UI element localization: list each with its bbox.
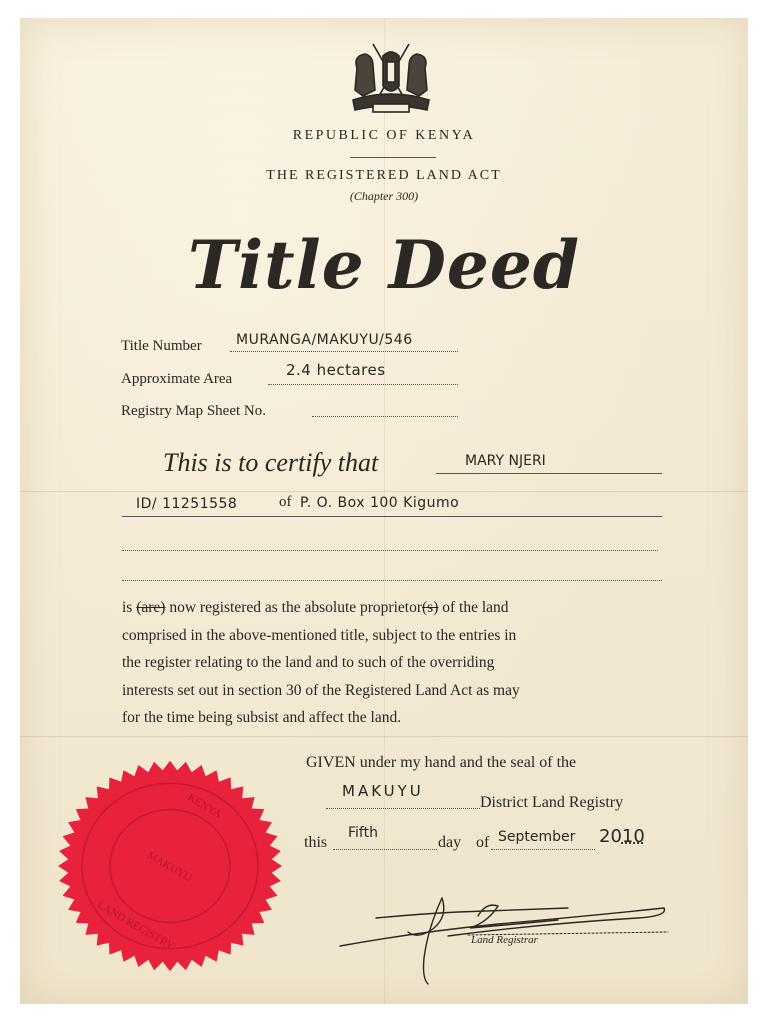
address-line-3 xyxy=(122,580,662,581)
coat-of-arms-icon xyxy=(343,38,439,118)
day-line xyxy=(333,849,437,850)
day-label: day xyxy=(438,834,462,851)
area-line xyxy=(268,384,458,385)
map-sheet-line xyxy=(312,416,458,417)
owner-name: MARY NJERI xyxy=(465,453,546,469)
certification-body xyxy=(122,594,668,732)
district-name: MAKUYU xyxy=(342,782,424,800)
area-label: Approximate Area xyxy=(121,371,233,387)
id-number: ID/ 11251558 xyxy=(136,496,238,512)
day-value: Fifth xyxy=(348,825,378,841)
title-number-value: MURANGA/MAKUYU/546 xyxy=(236,332,413,348)
seal-emboss-text: KENYA xyxy=(185,791,224,821)
year-value: 2010 xyxy=(599,826,645,847)
chapter-reference: (Chapter 300) xyxy=(349,189,419,203)
title-number-label: Title Number xyxy=(121,338,202,354)
act-heading: THE REGISTERED LAND ACT xyxy=(266,168,502,183)
month-value: September xyxy=(498,829,576,845)
body-line-3: the register relating to the land and to such of the overriding xyxy=(122,654,495,672)
of-label: of xyxy=(279,494,292,510)
title-number-line xyxy=(230,351,458,352)
body-line-2: comprised in the above-mentioned title, subject to the entries in xyxy=(122,626,517,644)
seal-emboss-text: LAND REGISTRY xyxy=(95,898,176,953)
given-statement: GIVEN under my hand and the seal of the xyxy=(306,754,577,771)
this-label: this xyxy=(304,834,328,851)
certify-lead: This is to certify that xyxy=(163,448,379,477)
month-of-label: of xyxy=(476,834,490,851)
heading-divider xyxy=(350,157,436,158)
official-seal xyxy=(48,754,292,978)
seal-emboss-text: MAKUYU xyxy=(145,849,194,885)
body-line-4: interests set out in section 30 of the Registered Land Act as may xyxy=(122,681,520,699)
address-line-2 xyxy=(122,550,658,551)
address-line xyxy=(122,516,662,517)
fold-line xyxy=(384,18,385,1004)
month-line xyxy=(491,849,595,850)
body-line-5: for the time being subsist and affect the land. xyxy=(122,709,402,727)
area-value: 2.4 hectares xyxy=(286,361,386,379)
owner-line xyxy=(436,473,662,474)
district-line xyxy=(326,808,480,809)
map-sheet-label: Registry Map Sheet No. xyxy=(121,403,266,419)
address-value: P. O. Box 100 Kigumo xyxy=(300,495,460,511)
body-line-1: is (are) now registered as the absolute proprietor(s) of the land xyxy=(122,599,509,616)
district-label: District Land Registry xyxy=(480,794,624,811)
registrar-label: Land Registrar xyxy=(471,934,538,946)
republic-heading: REPUBLIC OF KENYA xyxy=(292,128,476,143)
deed-title: Title Deed xyxy=(187,226,581,304)
